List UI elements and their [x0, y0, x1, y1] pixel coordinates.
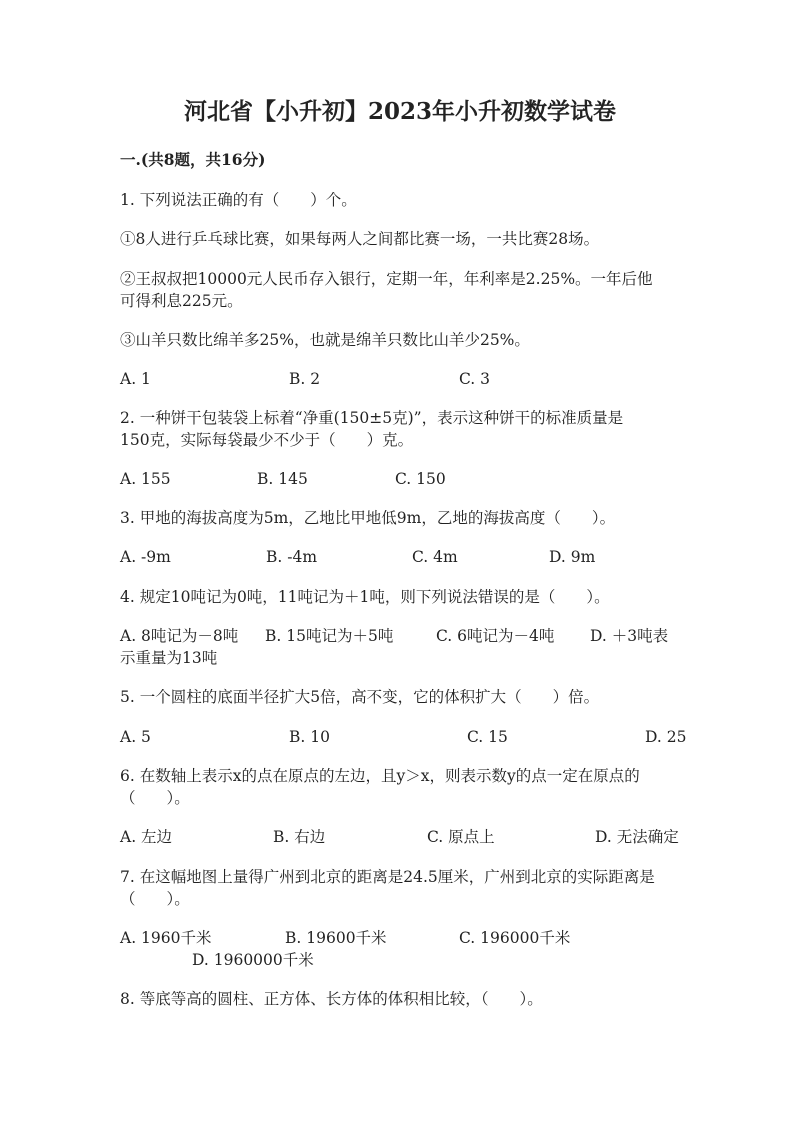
question-3-stem: 3. 甲地的海拔高度为5m，乙地比甲地低9m，乙地的海拔高度（ ）。	[120, 509, 616, 527]
question-1-statement-3: ③山羊只数比绵羊多25%，也就是绵羊只数比山羊少25%。	[120, 331, 530, 349]
question-6-option-b: B. 右边	[273, 828, 326, 846]
question-7-stem-line-2: （ ）。	[120, 890, 190, 908]
question-5-option-c: C. 15	[467, 728, 508, 746]
question-1-statement-2-line-1: ②王叔叔把10000元人民币存入银行，定期一年，年利率是2.25%。一年后他	[120, 270, 653, 288]
question-3-option-d: D. 9m	[549, 548, 596, 566]
question-1-option-b: B. 2	[289, 370, 321, 388]
question-6-option-c: C. 原点上	[427, 828, 495, 846]
question-7-option-b: B. 19600千米	[285, 929, 387, 947]
question-5-option-d: D. 25	[645, 728, 687, 746]
question-4-stem: 4. 规定10吨记为0吨，11吨记为＋1吨，则下列说法错误的是（ ）。	[120, 588, 610, 606]
question-7-option-c: C. 196000千米	[459, 929, 571, 947]
question-2-option-a: A. 155	[120, 470, 171, 488]
question-4-option-a: A. 8吨记为－8吨	[120, 627, 239, 645]
question-1-stem: 1. 下列说法正确的有（ ）个。	[120, 191, 357, 209]
question-5-option-a: A. 5	[120, 728, 151, 746]
question-1-option-a: A. 1	[120, 370, 151, 388]
question-6-option-a: A. 左边	[120, 828, 173, 846]
question-1-option-c: C. 3	[459, 370, 491, 388]
question-4-option-d: D. ＋3吨表	[590, 627, 669, 645]
question-6-stem-line-1: 6. 在数轴上表示x的点在原点的左边，且y＞x，则表示数y的点一定在原点的	[120, 767, 640, 785]
question-5-option-b: B. 10	[289, 728, 330, 746]
question-6-option-d: D. 无法确定	[595, 828, 679, 846]
question-6-stem-line-2: （ ）。	[120, 789, 190, 807]
question-8-stem: 8. 等底等高的圆柱、正方体、长方体的体积相比较，（ ）。	[120, 990, 543, 1008]
question-3-option-c: C. 4m	[412, 548, 458, 566]
question-3-option-b: B. -4m	[266, 548, 318, 566]
question-4-option-c: C. 6吨记为－4吨	[436, 627, 555, 645]
question-7-option-a: A. 1960千米	[120, 929, 212, 947]
question-7-option-d: D. 1960000千米	[192, 951, 314, 969]
question-5-stem: 5. 一个圆柱的底面半径扩大5倍，高不变，它的体积扩大（ ）倍。	[120, 688, 600, 706]
question-4-option-b: B. 15吨记为＋5吨	[265, 627, 394, 645]
question-2-option-b: B. 145	[257, 470, 308, 488]
question-1-statement-1: ①8人进行乒乓球比赛，如果每两人之间都比赛一场，一共比赛28场。	[120, 230, 600, 248]
question-1-statement-2-line-2: 可得利息225元。	[120, 292, 243, 310]
section-header: 一.(共8题，共16分)	[120, 150, 266, 169]
page-title: 河北省【小升初】2023年小升初数学试卷	[183, 98, 616, 125]
question-7-stem-line-1: 7. 在这幅地图上量得广州到北京的距离是24.5厘米，广州到北京的实际距离是	[120, 868, 655, 886]
question-2-stem-line-1: 2. 一种饼干包装袋上标着“净重(150±5克)”，表示这种饼干的标准质量是	[120, 409, 624, 427]
question-4-option-continuation: 示重量为13吨	[120, 649, 218, 667]
question-3-option-a: A. -9m	[120, 548, 171, 566]
question-2-stem-line-2: 150克，实际每袋最少不少于（ ）克。	[120, 431, 414, 449]
question-2-option-c: C. 150	[395, 470, 446, 488]
